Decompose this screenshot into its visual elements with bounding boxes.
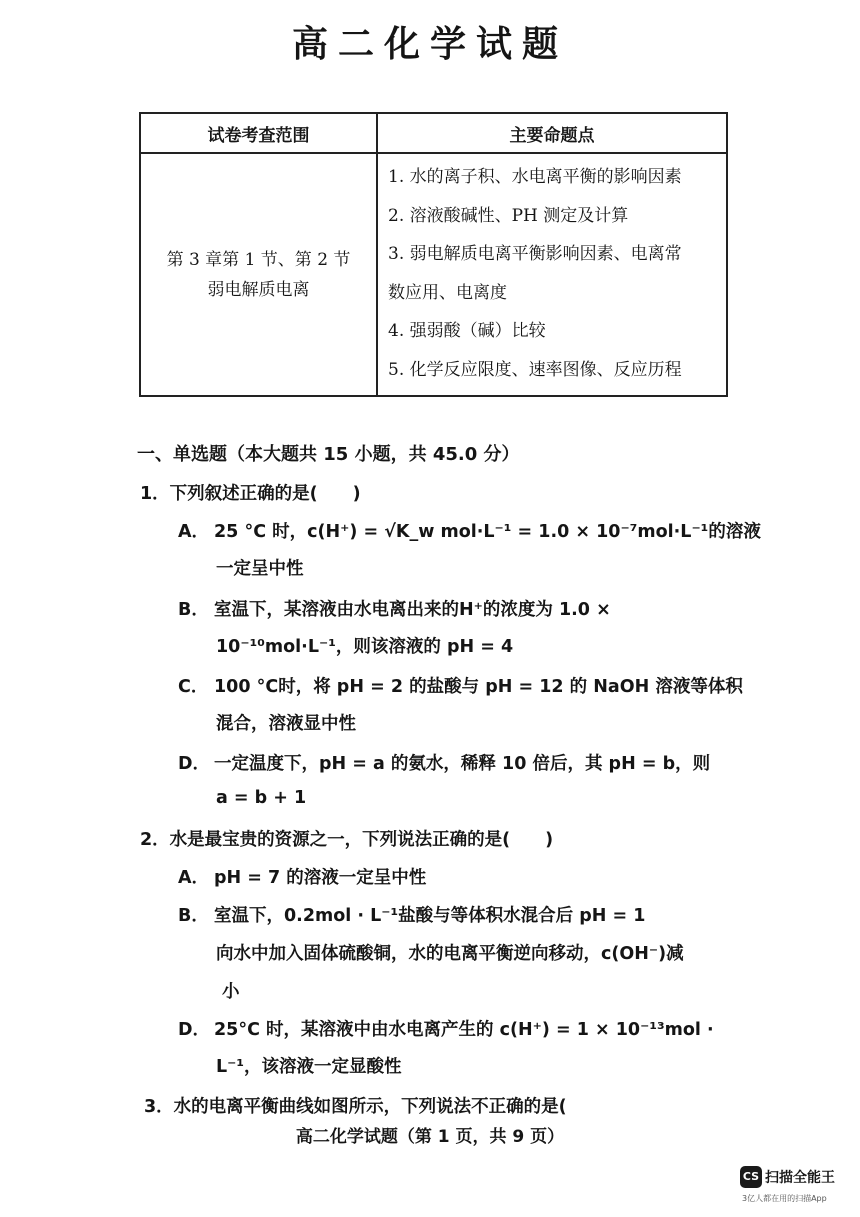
camscanner-logo-icon: CS [740,1166,762,1188]
question-stem: 2．水是最宝贵的资源之一，下列说法正确的是( ) [140,830,554,850]
option-continuation: 10⁻¹⁰mol·L⁻¹，则该溶液的 pH = 4 [216,637,514,657]
points-cell [377,153,727,396]
point-item: 数应用、电离度 [388,282,507,303]
watermark-tagline: 3亿人都在用的扫描App [742,1194,827,1203]
header-points: 主要命题点 [377,113,727,153]
option-letter: A． [178,868,210,888]
header-scope: 试卷考查范围 [140,113,377,153]
option-letter: B． [178,906,209,926]
option-text: pH = 7 的溶液一定呈中性 [214,868,427,888]
option [178,1016,714,1041]
option-text: 室温下，某溶液由水电离出来的H⁺的浓度为 1.0 × [214,600,611,620]
question-stem: 1．下列叙述正确的是( ) [140,484,361,504]
point-item: 3. 弱电解质电离平衡影响因素、电离常 [388,244,682,264]
option [178,864,426,889]
option-continuation: a = b + 1 [216,788,307,808]
point-item: 4. 强弱酸（碱）比较 [388,321,546,341]
section-title: 一、单选题（本大题共 15 小题，共 45.0 分） [137,444,520,465]
option-letter: D． [178,1020,211,1040]
option-letter: C． [178,677,209,697]
option-continuation: L⁻¹，该溶液一定显酸性 [216,1057,402,1077]
question-stem: 3．水的电离平衡曲线如图所示，下列说法不正确的是( [144,1097,567,1117]
option-continuation: 混合，溶液显中性 [216,714,356,734]
scanner-watermark [740,1166,850,1203]
point-item: 2. 溶液酸碱性、PH 测定及计算 [388,205,629,226]
option-text: 25 °C 时，c(H⁺) = √K_w mol·L⁻¹ = 1.0 × 10⁻⁷mol·L⁻¹的溶液 [214,522,761,542]
option-text: 室温下，0.2mol · L⁻¹盐酸与等体积水混合后 pH = 1 [214,906,646,926]
point-item: 1. 水的离子积、水电离平衡的影响因素 [388,167,682,187]
option-continuation: 一定呈中性 [216,559,304,579]
option-text: 100 °C时，将 pH = 2 的盐酸与 pH = 12 的 NaOH 溶液等体积 [214,677,743,697]
scope-cell [140,153,377,396]
option [178,518,761,543]
page-footer: 高二化学试题（第 1 页，共 9 页） [295,1127,565,1147]
point-item: 5. 化学反应限度、速率图像、反应历程 [388,359,682,380]
option-text: 向水中加入固体硫酸铜，水的电离平衡逆向移动，c(OH⁻)减 [216,944,684,964]
watermark-name: 扫描全能王 [765,1170,835,1186]
table-header-row [140,113,727,153]
option-letter: A． [178,522,210,542]
scope-line: 弱电解质电离 [207,279,310,300]
option [178,750,710,775]
scope-line: 第 3 章第 1 节、第 2 节 [166,249,351,270]
scope-table [139,112,728,397]
option [178,596,611,621]
option [178,902,645,927]
option-continuation: 小 [222,982,240,1002]
option-text: 一定温度下，pH = a 的氨水，稀释 10 倍后，其 pH = b，则 [214,754,711,774]
option-text: 25°C 时，某溶液中由水电离产生的 c(H⁺) = 1 × 10⁻¹³mol · [214,1020,714,1040]
page-title: 高二化学试题 [291,23,568,65]
option-letter: B． [178,600,209,620]
table-body-row [140,153,727,396]
option [178,673,743,698]
option-letter: D． [178,754,211,774]
